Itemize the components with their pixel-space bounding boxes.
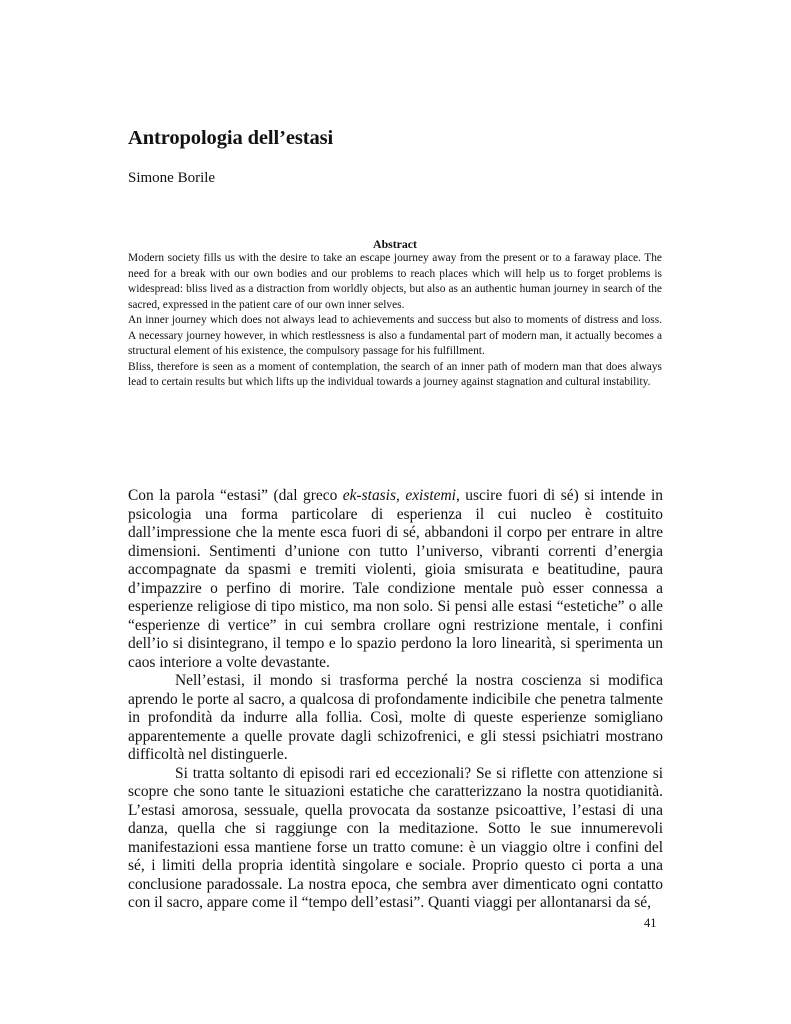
article-title: Antropologia dell’estasi bbox=[128, 127, 334, 149]
abstract-paragraph: Bliss, therefore is seen as a moment of contemplation, the search of an inner path of modern man that does always lead to certain results but which lifts up the individual towards a journey against stagnation and cultural instability. bbox=[128, 360, 662, 389]
abstract-section bbox=[128, 237, 662, 391]
body-text-run: , bbox=[395, 487, 406, 504]
greek-term: ek-stasis bbox=[342, 487, 396, 504]
page-number: 41 bbox=[644, 916, 657, 930]
body-paragraph: Si tratta soltanto di episodi rari ed eccezionali? Se si riflette con attenzione si scopre che sono tante le situazioni estatiche che caratterizzano la nostra quotidianità. L’estasi amorosa, sessuale, quella provocata da sostanze psicoattive, l’estasi di una danza, quella che si raggiunge con la meditazione. Sotto le sue innumerevoli manifestazioni essa mantiene forse un tratto comune: è un viaggio oltre i confini del sé, i limiti della propria identità singolare e sociale. Proprio questo ci porta a una conclusione paradossale. La nostra epoca, che sembra aver dimenticato ogni contatto con il sacro, appare come il “tempo dell’estasi”. Quanti viaggi per allontanarsi da sé, bbox=[128, 764, 663, 911]
author-name: Simone Borile bbox=[128, 170, 216, 186]
body-paragraph: Nell’estasi, il mondo si trasforma perché la nostra coscienza si modifica aprendo le porte al sacro, a qualcosa di profondamente indicibile che penetra talmente in profondità da indurre alla follia. Così, molte di queste esperienze somigliano apparentemente a quelle provate dagli schizofrenici, e gli stessi psichiatri mostrano difficoltà nel distinguerle. bbox=[128, 672, 663, 763]
abstract-heading: Abstract bbox=[373, 237, 417, 251]
body-text bbox=[128, 487, 663, 913]
body-text-run: Con la parola “estasi” (dal greco bbox=[128, 487, 343, 504]
body-paragraph bbox=[128, 487, 663, 672]
greek-term: existemi bbox=[405, 487, 456, 504]
abstract-paragraph: An inner journey which does not always lead to achievements and success but also to moments of distress and loss. A necessary journey however, in which restlessness is also a fundamental part of modern man, it actually becomes a structural element of his existence, the compulsory passage for his fulfillment. bbox=[128, 314, 662, 358]
body-text-run: , uscire fuori di sé) si intende in psicologia una forma particolare di esperienza il cui nucleo è costituito dall’impressione che la mente esca fuori di sé, abbandoni il corpo per entrare in altre dimensioni. Sentimenti d’unione con tutto l’universo, vibranti correnti d’energia accompagnate da spasmi e tremiti violenti, gioia smisurata e beatitudine, paura d’impazzire o perfino di morire. Tale condizione mentale può esser connessa a esperienze religiose di tipo mistico, ma non solo. Si pensi alle estasi “estetiche” o alle “esperienze di vertice” in cui sembra crollare ogni restrizione mentale, i confini dell’io si disintegrano, il tempo e lo spazio perdono la loro linearità, si sperimenta un caos interiore a volte devastante. bbox=[128, 487, 663, 671]
abstract-paragraph: Modern society fills us with the desire to take an escape journey away from the present or to a faraway place. The need for a break with our own bodies and our problems to reach places which will help us to forget problems is widespread: bliss lived as a distraction from worldly objects, but also as an authentic human journey in search of the sacred, expressed in the patient care of our own inner selves. bbox=[128, 252, 662, 311]
